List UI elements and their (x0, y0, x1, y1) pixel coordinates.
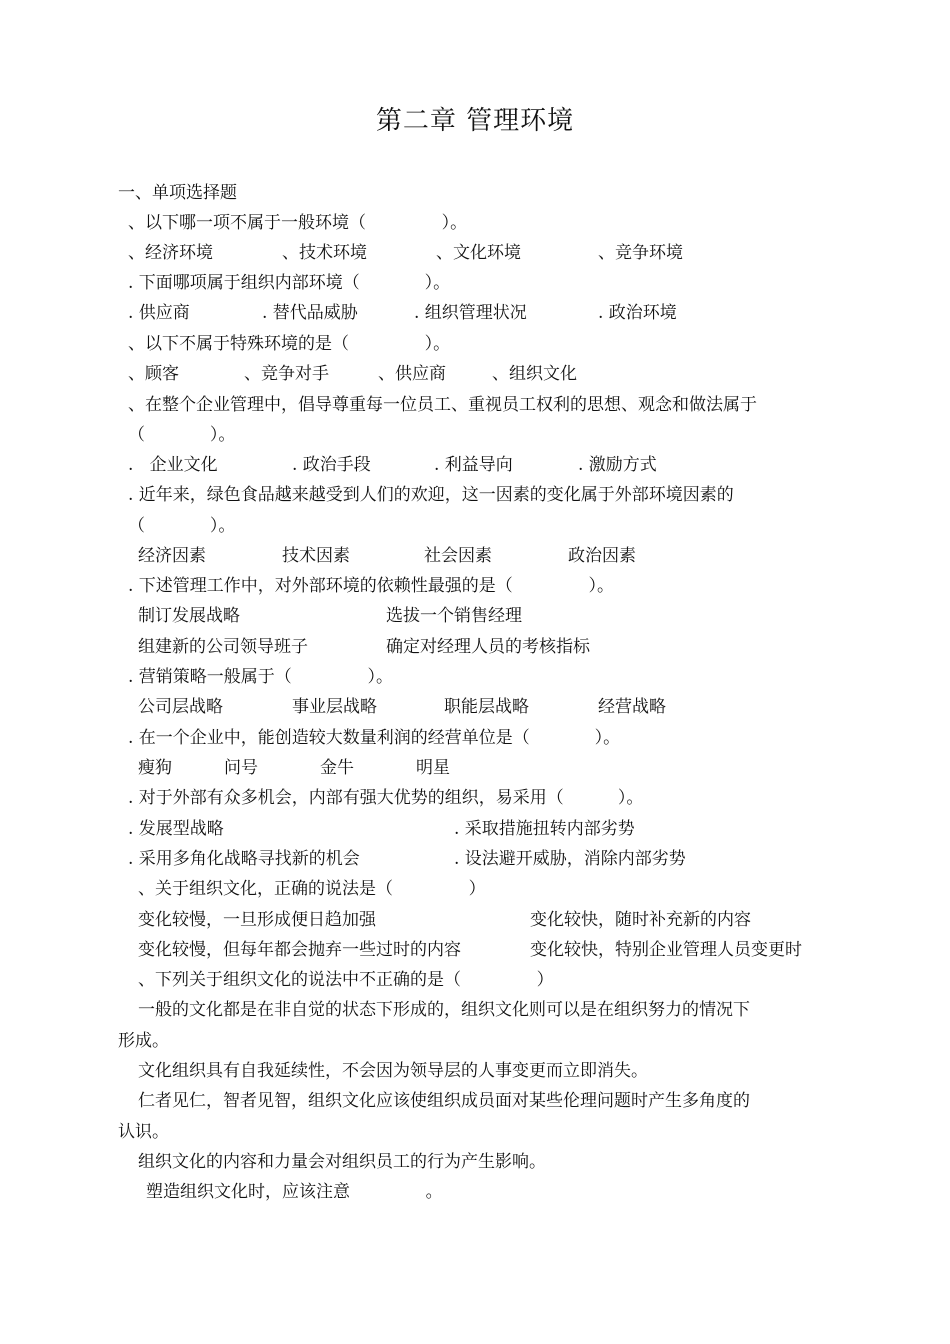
question-7-option-b: 事业层战略 (292, 697, 377, 717)
question-9-option-a: . 发展型战略 (128, 819, 224, 839)
question-8-option-a: 瘦狗 (138, 758, 172, 778)
question-4-option-a: . 企业文化 (128, 455, 218, 475)
question-2-option-a: . 供应商 (128, 303, 190, 323)
question-9-option-d: . 设法避开威胁，消除内部劣势 (454, 849, 686, 869)
question-5-option-a: 经济因素 (138, 546, 206, 566)
question-7-option-a: 公司层战略 (138, 697, 223, 717)
question-9-option-c: . 采用多角化战略寻找新的机会 (128, 849, 360, 869)
question-3-option-b: 、竞争对手 (244, 364, 329, 384)
question-5-stem: . 近年来，绿色食品越来越受到人们的欢迎，这一因素的变化属于外部环境因素的 (128, 485, 734, 505)
question-8-option-c: 金牛 (320, 758, 354, 778)
question-1-stem: 、以下哪一项不属于一般环境（ ）。 (128, 213, 468, 233)
question-2-option-d: . 政治环境 (598, 303, 677, 323)
question-5-option-d: 政治因素 (568, 546, 636, 566)
question-8-stem: . 在一个企业中，能创造较大数量利润的经营单位是（ ）。 (128, 728, 621, 748)
question-4-stem-continued: （ ）。 (128, 425, 236, 445)
question-11-option-a: 一般的文化都是在非自觉的状态下形成的，组织文化则可以是在组织努力的情况下 (138, 1000, 750, 1020)
question-11-option-b: 文化组织具有自我延续性，不会因为领导层的人事变更而立即消失。 (138, 1061, 648, 1081)
question-10-option-c: 变化较慢，但每年都会抛弃一些过时的内容 (138, 940, 461, 960)
question-10-option-a: 变化较慢，一旦形成便日趋加强 (138, 910, 376, 930)
question-12-stem: 塑造组织文化时，应该注意 。 (146, 1182, 443, 1202)
question-1-option-c: 、文化环境 (436, 243, 521, 263)
question-11-option-d: 组织文化的内容和力量会对组织员工的行为产生影响。 (138, 1152, 546, 1172)
question-7-stem: . 营销策略一般属于（ ）。 (128, 667, 393, 687)
question-7-option-c: 职能层战略 (444, 697, 529, 717)
question-9-stem: . 对于外部有众多机会，内部有强大优势的组织，易采用（ ）。 (128, 788, 644, 808)
question-10-option-b: 变化较快，随时补充新的内容 (530, 910, 751, 930)
question-8-option-b: 问号 (224, 758, 258, 778)
question-8-option-d: 明星 (416, 758, 450, 778)
question-4-stem: 、在整个企业管理中，倡导尊重每一位员工、重视员工权利的思想、观念和做法属于 (128, 395, 757, 415)
question-11-option-c: 仁者见仁，智者见智，组织文化应该使组织成员面对某些伦理问题时产生多角度的 (138, 1091, 750, 1111)
question-7-option-d: 经营战略 (598, 697, 666, 717)
question-11-option-c-continued: 认识。 (118, 1122, 169, 1142)
question-6-stem: . 下述管理工作中，对外部环境的依赖性最强的是（ ）。 (128, 576, 614, 596)
question-5-stem-continued: （ ）。 (128, 516, 236, 536)
question-2-option-c: . 组织管理状况 (414, 303, 527, 323)
question-6-option-b: 选拔一个销售经理 (386, 606, 522, 626)
question-10-stem: 、关于组织文化，正确的说法是（ ） (138, 879, 486, 899)
question-3-option-a: 、顾客 (128, 364, 179, 384)
question-9-option-b: . 采取措施扭转内部劣势 (454, 819, 635, 839)
question-1-option-d: 、竞争环境 (598, 243, 683, 263)
question-3-stem: 、以下不属于特殊环境的是（ ）。 (128, 334, 451, 354)
question-1-option-a: 、经济环境 (128, 243, 213, 263)
question-2-option-b: . 替代品威胁 (262, 303, 358, 323)
question-11-stem: 、下列关于组织文化的说法中不正确的是（ ） (138, 970, 554, 990)
question-3-option-c: 、供应商 (378, 364, 446, 384)
question-3-option-d: 、组织文化 (492, 364, 577, 384)
question-11-option-a-continued: 形成。 (118, 1031, 169, 1051)
question-6-option-a: 制订发展战略 (138, 606, 240, 626)
question-6-option-d: 确定对经理人员的考核指标 (386, 637, 590, 657)
question-5-option-b: 技术因素 (282, 546, 350, 566)
question-6-option-c: 组建新的公司领导班子 (138, 637, 308, 657)
chapter-title: 第二章 管理环境 (375, 106, 575, 136)
question-5-option-c: 社会因素 (424, 546, 492, 566)
question-4-option-d: . 激励方式 (578, 455, 657, 475)
question-4-option-c: . 利益导向 (434, 455, 513, 475)
question-10-option-d: 变化较快，特别企业管理人员变更时 (530, 940, 802, 960)
question-1-option-b: 、技术环境 (282, 243, 367, 263)
section-heading: 一、单项选择题 (118, 183, 237, 203)
question-4-option-b: . 政治手段 (292, 455, 371, 475)
question-2-stem: . 下面哪项属于组织内部环境（ ）。 (128, 273, 451, 293)
